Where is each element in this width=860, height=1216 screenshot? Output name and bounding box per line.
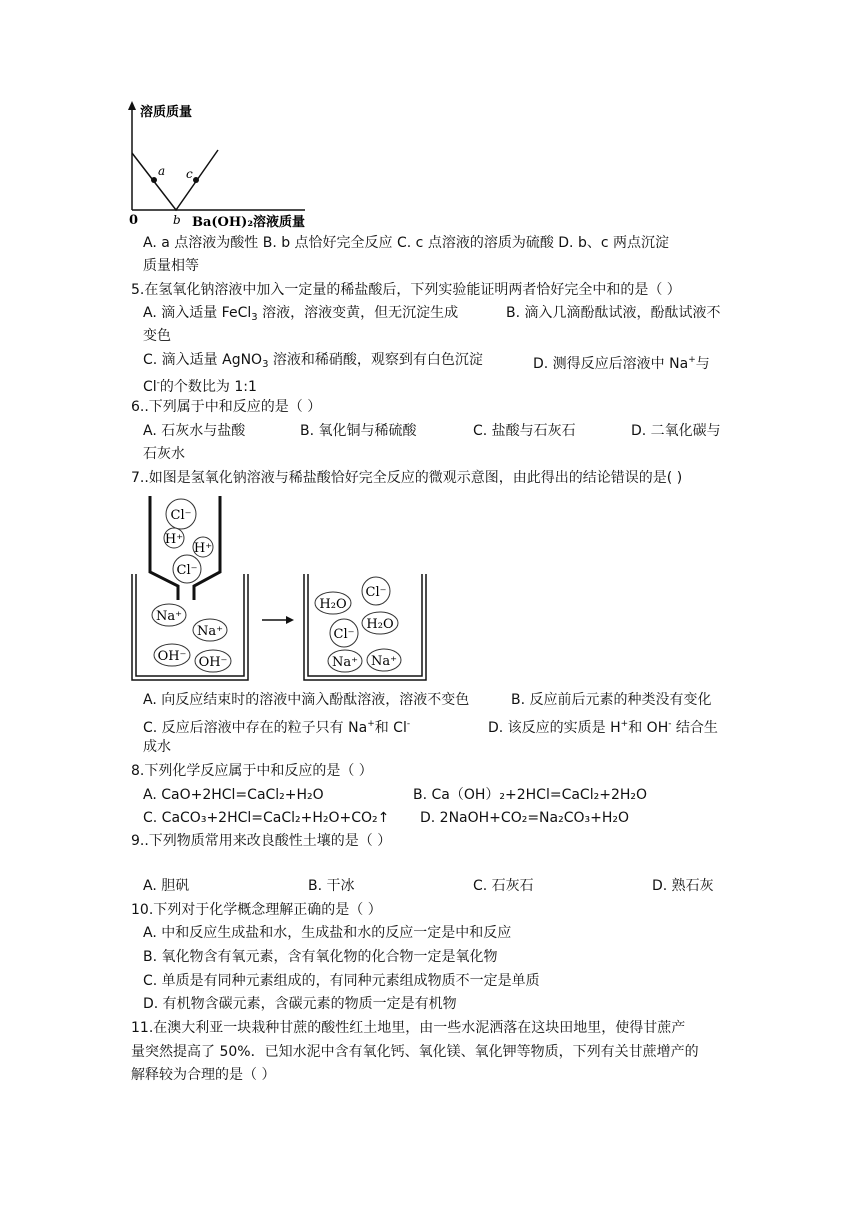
q9-option-c: C. 石灰石 bbox=[473, 878, 534, 894]
ion-h-2 bbox=[193, 537, 213, 557]
origin-label: 0 bbox=[129, 213, 139, 228]
q6-option-a: A. 石灰水与盐酸 bbox=[143, 423, 246, 439]
y-axis-label: 溶质质量 bbox=[140, 105, 193, 120]
q5-option-b: B. 滴入几滴酚酞试液，酚酞试液不 bbox=[506, 305, 721, 321]
solute-curve bbox=[132, 150, 218, 210]
point-c-label: c bbox=[186, 167, 193, 181]
ion-h-1 bbox=[164, 528, 184, 548]
svg-text:OH⁻: OH⁻ bbox=[198, 655, 228, 670]
q9-option-d: D. 熟石灰 bbox=[652, 878, 714, 894]
q8-option-b: B. Ca（OH）₂+2HCl=CaCl₂+2H₂O bbox=[413, 787, 648, 803]
solute-mass-graph bbox=[120, 98, 320, 228]
ion-cl-1 bbox=[166, 499, 196, 529]
q5-option-a: A. 滴入适量 FeCl$_3$ 溶液，溶液变黄，但无沉淀生成 bbox=[143, 305, 459, 323]
q10-option-a: A. 中和反应生成盐和水，生成盐和水的反应一定是中和反应 bbox=[143, 925, 512, 941]
q9-option-a: A. 胆矾 bbox=[143, 878, 190, 894]
point-a-marker bbox=[151, 177, 157, 183]
ion-oh-1 bbox=[154, 644, 190, 666]
svg-text:H₂O: H₂O bbox=[366, 617, 394, 632]
q6-option-d-cont: 石灰水 bbox=[143, 446, 185, 462]
ion-cl-2 bbox=[173, 555, 201, 583]
point-c-marker bbox=[193, 177, 199, 183]
q6-stem: 6..下列属于中和反应的是（ ） bbox=[131, 399, 322, 415]
q5-option-c: C. 滴入适量 AgNO$_3$ 溶液和稀硝酸，观察到有白色沉淀 bbox=[143, 352, 483, 370]
svg-text:H⁺: H⁺ bbox=[164, 532, 184, 547]
q8-option-d: D. 2NaOH+CO₂=Na₂CO₃+H₂O bbox=[420, 810, 630, 826]
q8-option-a: A. CaO+2HCl=CaCl₂+H₂O bbox=[143, 787, 324, 803]
q4-options-line2: 质量相等 bbox=[143, 258, 199, 274]
q9-stem: 9..下列物质常用来改良酸性土壤的是（ ） bbox=[131, 833, 392, 849]
q11-stem-line1: 11.在澳大利亚一块栽种甘蔗的酸性红土地里，由一些水泥洒落在这块田地里，使得甘蔗产 bbox=[131, 1020, 686, 1036]
q6-option-b: B. 氧化铜与稀硫酸 bbox=[300, 423, 417, 439]
q8-option-c: C. CaCO₃+2HCl=CaCl₂+H₂O+CO₂↑ bbox=[143, 810, 390, 826]
svg-text:Cl⁻: Cl⁻ bbox=[176, 563, 198, 578]
x-axis-label: Ba(OH)₂溶液质量 bbox=[192, 215, 306, 228]
svg-text:H₂O: H₂O bbox=[319, 597, 347, 612]
q6-option-d: D. 二氧化碳与 bbox=[631, 423, 721, 439]
ion-cl-3 bbox=[362, 577, 390, 605]
q4-options-line1: A. a 点溶液为酸性 B. b 点恰好完全反应 C. c 点溶液的溶质为硫酸 D. b、c 两点沉淀 bbox=[143, 235, 669, 251]
svg-text:Na⁺: Na⁺ bbox=[371, 654, 397, 669]
q7-option-b: B. 反应前后元素的种类没有变化 bbox=[511, 692, 712, 708]
q7-stem: 7..如图是氢氧化钠溶液与稀盐酸恰好完全反应的微观示意图，由此得出的结论错误的是( ) bbox=[131, 470, 683, 486]
point-b-label: b bbox=[173, 213, 181, 227]
svg-text:Na⁺: Na⁺ bbox=[197, 624, 223, 639]
ion-na-4 bbox=[367, 649, 401, 671]
q7-option-d: D. 该反应的实质是 H+和 OH- 结合生 bbox=[488, 719, 718, 736]
q7-option-c: C. 反应后溶液中存在的粒子只有 Na+和 Cl- bbox=[143, 719, 411, 736]
ion-na-2 bbox=[193, 619, 227, 641]
q8-stem: 8.下列化学反应属于中和反应的是（ ） bbox=[131, 763, 373, 779]
svg-text:Cl⁻: Cl⁻ bbox=[170, 508, 192, 523]
q5-stem: 5.在氢氧化钠溶液中加入一定量的稀盐酸后，下列实验能证明两者恰好完全中和的是（ ） bbox=[131, 282, 681, 298]
ion-oh-2 bbox=[195, 650, 231, 672]
ion-cl-4 bbox=[330, 619, 358, 647]
q11-stem-line2: 量突然提高了 50%．已知水泥中含有氧化钙、氧化镁、氧化钾等物质，下列有关甘蔗增产的 bbox=[131, 1044, 699, 1060]
q10-option-d: D. 有机物含碳元素，含碳元素的物质一定是有机物 bbox=[143, 996, 457, 1012]
molecule-h2o-2 bbox=[362, 612, 398, 634]
q10-option-c: C. 单质是有同种元素组成的，有同种元素组成物质不一定是单质 bbox=[143, 973, 540, 989]
svg-text:H⁺: H⁺ bbox=[193, 541, 213, 556]
neutralization-diagram bbox=[128, 490, 433, 688]
q9-option-b: B. 干冰 bbox=[308, 878, 355, 894]
q11-stem-line3: 解释较为合理的是（ ） bbox=[131, 1067, 276, 1083]
svg-text:Na⁺: Na⁺ bbox=[156, 609, 182, 624]
q10-option-b: B. 氧化物含有氧元素，含有氧化物的化合物一定是氧化物 bbox=[143, 949, 498, 965]
molecule-h2o-1 bbox=[315, 592, 351, 614]
svg-text:Cl⁻: Cl⁻ bbox=[333, 627, 355, 642]
svg-text:OH⁻: OH⁻ bbox=[157, 649, 187, 664]
svg-text:Cl⁻: Cl⁻ bbox=[365, 585, 387, 600]
ion-na-1 bbox=[152, 604, 186, 626]
q5-option-d: D. 测得反应后溶液中 Na+与 bbox=[533, 355, 710, 372]
q10-stem: 10.下列对于化学概念理解正确的是（ ） bbox=[131, 902, 382, 918]
reaction-arrow bbox=[262, 616, 294, 624]
y-axis-arrow bbox=[128, 101, 136, 110]
q7-option-a: A. 向反应结束时的溶液中滴入酚酞溶液，溶液不变色 bbox=[143, 692, 470, 708]
q7-option-d-cont: 成水 bbox=[143, 739, 171, 755]
svg-text:Na⁺: Na⁺ bbox=[332, 655, 358, 670]
q6-option-c: C. 盐酸与石灰石 bbox=[473, 423, 576, 439]
point-a-label: a bbox=[158, 164, 166, 178]
ion-na-3 bbox=[328, 650, 362, 672]
q5-option-d-cont: Cl-的个数比为 1:1 bbox=[143, 378, 257, 395]
q5-option-b-cont: 变色 bbox=[143, 328, 171, 344]
